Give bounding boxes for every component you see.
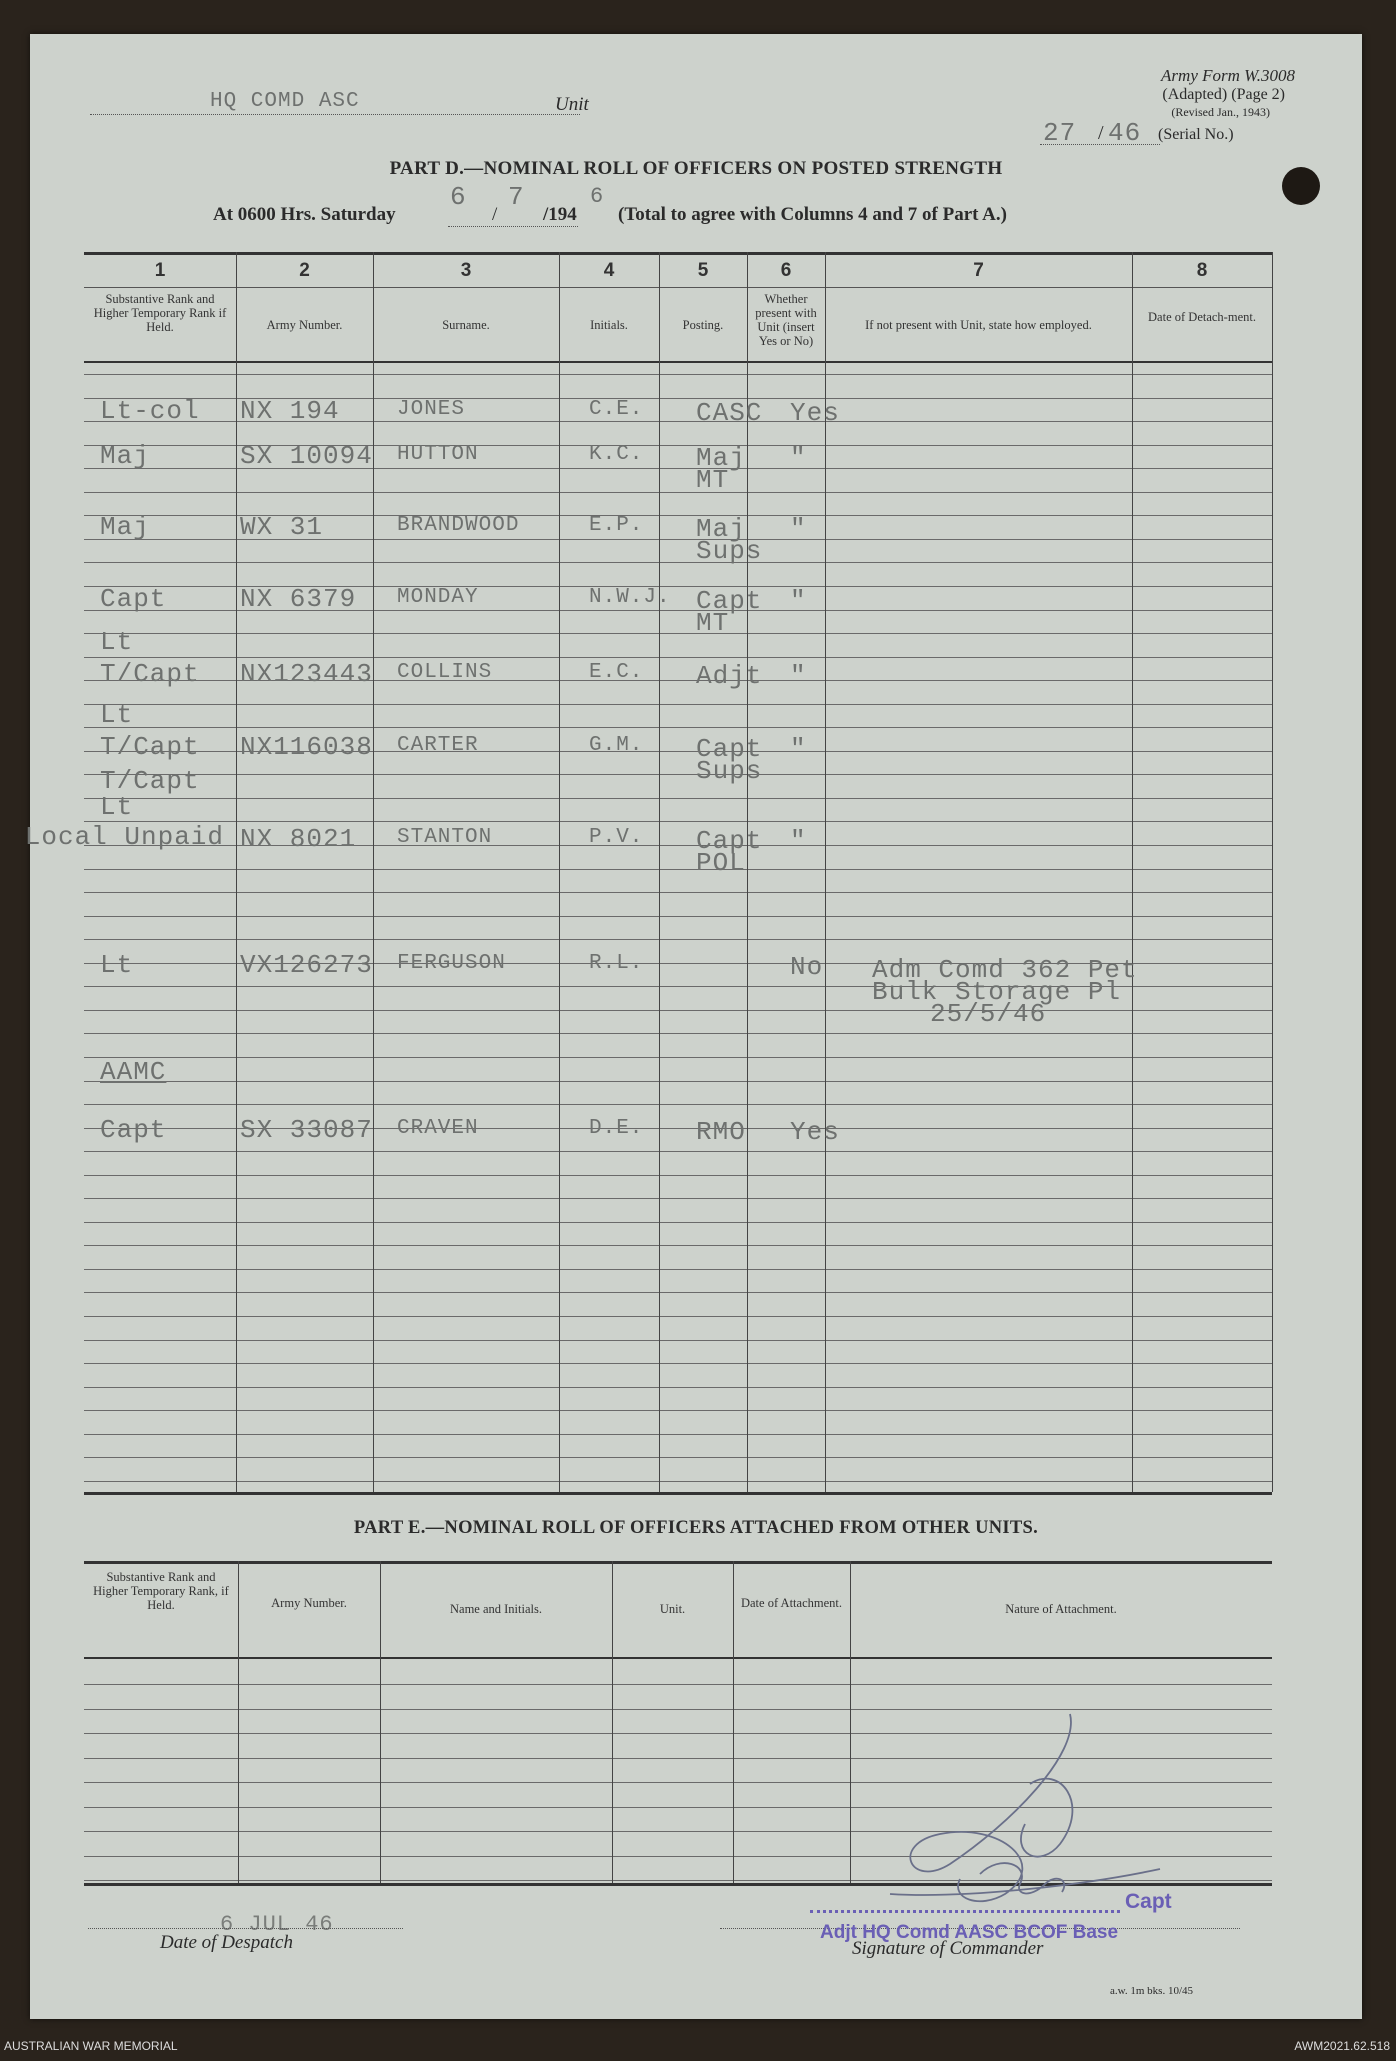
ruled-line: [84, 1684, 1272, 1685]
column-header: Whether present with Unit (insert Yes or No): [755, 292, 817, 348]
column-header: Nature of Attachment.: [1005, 1602, 1117, 1616]
serial-number-b: 46: [1108, 118, 1142, 148]
ruled-line: [84, 798, 1272, 799]
ruled-line: [84, 774, 1272, 775]
army-number: NX 6379: [240, 584, 357, 614]
serial-dots: [1040, 144, 1160, 145]
posting-line-2: Sups: [696, 536, 763, 566]
column-header: Date of Detach-ment.: [1148, 310, 1256, 324]
surname: COLLINS: [397, 661, 493, 684]
ruled-line: [84, 1387, 1272, 1388]
column-header: Army Number.: [271, 1596, 347, 1610]
column-header: If not present with Unit, state how employed.: [865, 318, 1092, 332]
employment-line-1: Adm Comd 362 Pet: [872, 955, 1138, 985]
surname: JONES: [397, 398, 466, 421]
present-with-unit: Yes: [790, 1117, 840, 1147]
serial-number-a: 27: [1043, 118, 1077, 148]
stamp-dots: [810, 1910, 1120, 1913]
column-divider: [733, 1561, 734, 1883]
part-e-title: PART E.—NOMINAL ROLL OF OFFICERS ATTACHED FROM OTHER UNITS.: [353, 1518, 1039, 1538]
serial-separator: /: [1098, 122, 1104, 144]
employment-line-2: Bulk Storage Pl: [872, 977, 1122, 1007]
rank: Capt: [100, 1115, 167, 1145]
ruled-line: [84, 1363, 1272, 1364]
archive-left: AUSTRALIAN WAR MEMORIAL: [4, 2039, 178, 2053]
column-header: Initials.: [590, 318, 628, 332]
rank: Lt: [100, 950, 134, 980]
army-number: WX 31: [240, 512, 324, 542]
unit-value: HQ COMD ASC: [210, 90, 360, 113]
column-header: Name and Initials.: [450, 1602, 542, 1616]
column-number: 1: [154, 260, 166, 281]
posting-line-2: MT: [696, 465, 730, 495]
date-year-suffix: 6: [590, 184, 605, 209]
posting: RMO: [696, 1117, 746, 1147]
ruled-line: [84, 1457, 1272, 1458]
ruled-line: [84, 939, 1272, 940]
initials: C.E.: [589, 398, 644, 421]
ruled-line: [84, 1175, 1272, 1176]
table-bottom-border: [84, 1492, 1272, 1495]
posting: Maj: [696, 514, 746, 544]
army-number: VX126273: [240, 950, 373, 980]
rank: Maj: [100, 512, 150, 542]
rank: T/Capt: [100, 732, 200, 762]
column-header: Substantive Rank and Higher Temporary Rank, if Held.: [93, 1570, 229, 1612]
column-divider: [559, 252, 560, 1492]
present-with-unit: ": [790, 734, 807, 764]
employment-line-3: 25/5/46: [930, 999, 1047, 1029]
rank-line-2: T/Capt: [100, 766, 200, 796]
column-header: Surname.: [442, 318, 490, 332]
ruled-line: [84, 1269, 1272, 1270]
ruled-line: [84, 821, 1272, 822]
column-number: 2: [299, 260, 310, 281]
army-number: NX116038: [240, 732, 373, 762]
despatch-dots: [88, 1928, 403, 1929]
ruled-line: [84, 916, 1272, 917]
header-bottom-border: [84, 1657, 1272, 1659]
stamp-rank: Capt: [1125, 1890, 1172, 1913]
initials: E.P.: [589, 514, 644, 537]
ruled-line: [84, 1340, 1272, 1341]
column-divider: [747, 252, 748, 1492]
initials: K.C.: [589, 443, 644, 466]
army-number: NX 194: [240, 396, 340, 426]
surname: HUTTON: [397, 443, 479, 466]
table-top-border: [84, 252, 1272, 255]
posting: Capt: [696, 826, 763, 856]
rank-line-1: Lt: [100, 792, 134, 822]
rank-line-3: Local Unpaid: [24, 822, 224, 852]
table-top-border: [84, 1561, 1272, 1564]
initials: N.W.J.: [589, 586, 671, 609]
column-number: 4: [603, 260, 615, 281]
rank: T/Capt: [100, 659, 200, 689]
column-number: 8: [1196, 260, 1208, 281]
ruled-line: [84, 657, 1272, 658]
army-form-label: Army Form W.3008: [1161, 66, 1295, 85]
surname: FERGUSON: [397, 952, 506, 975]
archive-right: AWM2021.62.518: [1294, 2039, 1390, 2053]
rank: AAMC: [100, 1057, 167, 1087]
ruled-line: [84, 1316, 1272, 1317]
date-day: 6: [450, 182, 467, 212]
ruled-line: [84, 1010, 1272, 1011]
posting: Capt: [696, 734, 763, 764]
table-right-border: [1272, 252, 1273, 1492]
surname: CARTER: [397, 734, 479, 757]
ruled-line: [84, 1481, 1272, 1482]
date-sep: /: [492, 204, 498, 225]
ruled-line: [84, 704, 1272, 705]
surname: BRANDWOOD: [397, 514, 520, 537]
column-number: 7: [973, 260, 984, 281]
column-number: 6: [780, 260, 792, 281]
part-d-title: PART D.—NOMINAL ROLL OF OFFICERS ON POSTED STRENGTH: [389, 158, 1003, 179]
surname: MONDAY: [397, 586, 479, 609]
rank: Maj: [100, 441, 150, 471]
present-with-unit: No: [790, 952, 824, 982]
posting-line-2: MT: [696, 608, 730, 638]
ruled-line: [84, 1222, 1272, 1223]
despatch-date-value: 6 JUL 46: [220, 1912, 334, 1937]
ruled-line: [84, 869, 1272, 870]
column-divider: [373, 252, 374, 1492]
ruled-line: [84, 727, 1272, 728]
present-with-unit: ": [790, 514, 807, 544]
adapted-label: (Adapted) (Page 2): [1162, 86, 1285, 103]
ruled-line: [84, 562, 1272, 563]
signature-label: Signature of Commander: [852, 1938, 1044, 1959]
initials: G.M.: [589, 734, 644, 757]
column-divider: [612, 1561, 613, 1883]
col-number-divider: [84, 287, 1272, 288]
rank-line-1: Lt: [100, 700, 134, 730]
posting: Capt: [696, 586, 763, 616]
column-header: Unit.: [659, 1602, 686, 1616]
ruled-line: [84, 633, 1272, 634]
present-with-unit: ": [790, 443, 807, 473]
initials: D.E.: [589, 1117, 644, 1140]
ruled-line: [84, 1292, 1272, 1293]
column-divider: [659, 252, 660, 1492]
surname: STANTON: [397, 826, 493, 849]
unit-dots: [90, 114, 580, 115]
date-month: 7: [508, 182, 525, 212]
column-divider: [238, 1561, 239, 1883]
ruled-line: [84, 374, 1272, 375]
ruled-line: [84, 892, 1272, 893]
army-number: NX123443: [240, 659, 373, 689]
date-year-prefix: /194: [543, 204, 577, 225]
ruled-line: [84, 1057, 1272, 1058]
despatch-label: Date of Despatch: [160, 1932, 293, 1953]
date-suffix: (Total to agree with Columns 4 and 7 of Part A.): [618, 204, 1007, 225]
column-number: 5: [697, 260, 709, 281]
header-bottom-border: [84, 361, 1272, 363]
surname: CRAVEN: [397, 1117, 479, 1140]
initials: R.L.: [589, 952, 644, 975]
ruled-line: [84, 1081, 1272, 1082]
rank: Lt-col: [100, 396, 200, 426]
form-sheet: [24, 34, 1362, 2019]
army-number: NX 8021: [240, 824, 357, 854]
army-number: SX 10094: [240, 441, 373, 471]
posting: Maj: [696, 443, 746, 473]
posting-line-2: Sups: [696, 756, 763, 786]
posting: Adjt: [696, 661, 763, 691]
present-with-unit: Yes: [790, 398, 840, 428]
ruled-line: [84, 492, 1272, 493]
ruled-line: [84, 1151, 1272, 1152]
initials: E.C.: [589, 661, 644, 684]
stamp-title: Adjt HQ Comd AASC BCOF Base: [820, 1922, 1119, 1943]
ruled-line: [84, 1245, 1272, 1246]
date-dots: [448, 226, 578, 227]
ruled-line: [84, 1198, 1272, 1199]
column-divider: [825, 252, 826, 1492]
serial-label: (Serial No.): [1158, 126, 1234, 143]
initials: P.V.: [589, 826, 644, 849]
column-divider: [1132, 252, 1133, 1492]
present-with-unit: ": [790, 661, 807, 691]
posting: CASC: [696, 398, 763, 428]
present-with-unit: ": [790, 826, 807, 856]
column-divider: [380, 1561, 381, 1883]
present-with-unit: ": [790, 586, 807, 616]
ruled-line: [84, 1410, 1272, 1411]
posting-line-2: POL: [696, 848, 746, 878]
rank-line-1: Lt: [100, 627, 134, 657]
column-header: Posting.: [682, 318, 724, 332]
ruled-line: [84, 1434, 1272, 1435]
revised-label: (Revised Jan., 1943): [1171, 105, 1270, 119]
column-header: Army Number.: [266, 318, 343, 332]
column-header: Date of Attachment.: [740, 1596, 842, 1610]
unit-label: Unit: [555, 94, 589, 115]
column-header: Substantive Rank and Higher Temporary Rank if Held.: [93, 292, 227, 334]
printer-mark: a.w. 1m bks. 10/45: [1110, 1985, 1194, 1997]
ruled-line: [84, 1033, 1272, 1034]
ruled-line: [84, 1104, 1272, 1105]
army-number: SX 33087: [240, 1115, 373, 1145]
rank: Capt: [100, 584, 167, 614]
date-prefix: At 0600 Hrs. Saturday: [213, 204, 396, 225]
column-divider: [236, 252, 237, 1492]
column-number: 3: [460, 260, 472, 281]
